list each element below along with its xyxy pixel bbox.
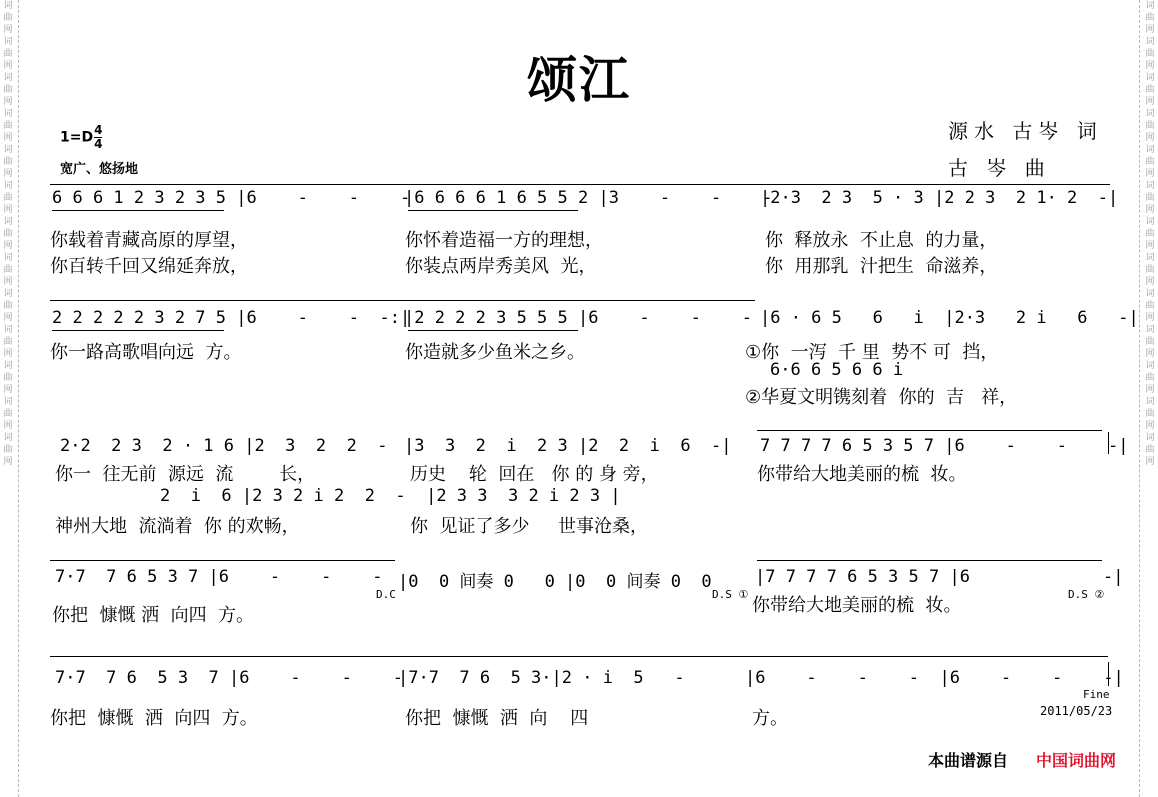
system-2-lyric-c: ①你 一泻 千 里 势不 可 挡， <box>745 342 999 363</box>
side-watermark-right: 词曲网词曲网词曲网词曲网词曲网词曲网词曲网词曲网词曲网词曲网词曲网词曲网词曲网 <box>1145 1 1155 467</box>
system-1-notes-a: 6 6 6 1 2 3 2 3 5 |6 - - - <box>52 188 411 208</box>
system-3-lyric-a: 你一 往无前 源远 流 长， <box>55 464 316 485</box>
barline <box>1108 432 1109 454</box>
final-barline <box>1108 662 1109 686</box>
underline <box>52 210 224 211</box>
system-5-lyric-a: 你把 慷慨 洒 向四 方。 <box>50 708 258 729</box>
tempo-marking: 宽广、悠扬地 <box>60 162 139 177</box>
side-watermark-left: 词曲网词曲网词曲网词曲网词曲网词曲网词曲网词曲网词曲网词曲网词曲网词曲网词曲网 <box>3 1 13 467</box>
system-5-notes-b: |7·7 7 6 5 3·|2 · i 5 - <box>398 668 685 688</box>
system-5-notes-c: |6 - - - |6 - - -| <box>745 668 1124 688</box>
system-4-lyric-c: 你带给大地美丽的梳 妆。 <box>752 595 962 616</box>
composer-credit: 古 岑 曲 <box>948 156 1051 180</box>
system-4-topline-a <box>50 560 395 561</box>
system-1-lyric-2b: 你装点两岸秀美风 光， <box>405 256 597 277</box>
system-2-notes-b: |2 2 2 2 3 5 5 5 |6 - - - <box>404 308 752 328</box>
system-1-notes-c: |2·3 2 3 5 · 3 |2 2 3 2 1· 2 -| <box>760 188 1119 208</box>
time-signature: $\frac{4}{4}$ <box>94 123 103 151</box>
system-2-notes-a: 2 2 2 2 2 3 2 7 5 |6 - - -:| <box>52 308 411 328</box>
system-3-extra-lyric-b: 你 见证了多少 世事沧桑， <box>410 516 649 537</box>
system-1-lyric-1a: 你载着青藏高原的厚望， <box>50 230 248 251</box>
system-2-topline <box>50 300 755 301</box>
system-5-lyric-b: 你把 慷慨 洒 向 四 <box>405 708 589 729</box>
underline <box>408 330 578 331</box>
system-3-notes-c: 7 7 7 7 6 5 3 5 7 |6 - - -| <box>760 436 1129 456</box>
lyricist-credit: 源水 古岑 词 <box>948 119 1103 143</box>
system-3-topline <box>757 430 1102 431</box>
system-3-notes-a: 2·2 2 3 2 · 1 6 |2 3 2 2 - <box>60 436 388 456</box>
system-3-lyric-b: 历史 轮 回在 你 的 身 旁， <box>410 464 659 485</box>
system-1-lyric-2a: 你百转千回又绵延奔放， <box>50 256 248 277</box>
system-4-notes-a: 7·7 7 6 5 3 7 |6 - - - <box>55 567 383 587</box>
key-label: 1=D <box>60 129 94 146</box>
system-2-notes-c: |6 · 6 5 6 i |2·3 2 i 6 -| <box>760 308 1139 328</box>
system-3-lyric-c: 你带给大地美丽的梳 妆。 <box>757 464 967 485</box>
fine-mark: Fine <box>1083 688 1110 701</box>
system-1-lyric-1c: 你 释放永 不止息 的力量， <box>765 230 998 251</box>
right-dashed-border <box>1139 0 1140 797</box>
underline <box>52 330 224 331</box>
footer-source-label: 本曲谱源自 <box>928 751 1009 770</box>
system-5-topline <box>50 656 1108 657</box>
song-title: 颂江 <box>527 51 631 109</box>
footer-source-site[interactable]: 中国词曲网 <box>1036 751 1117 770</box>
underline <box>408 210 578 211</box>
system-1-lyric-1b: 你怀着造福一方的理想， <box>405 230 603 251</box>
system-4-topline-b <box>757 560 1102 561</box>
system-4-lyric-a: 你把 慷慨 洒 向四 方。 <box>52 605 255 626</box>
system-5-lyric-c: 方。 <box>752 708 788 729</box>
left-dashed-border <box>18 0 19 797</box>
system-3-extra-lyric-a: 神州大地 流淌着 你 的欢畅， <box>55 516 300 537</box>
system-1-topline <box>50 184 1110 185</box>
ds1-mark: D.S ① <box>712 588 749 601</box>
system-2-extra-notes: 6·6 6 5 6 6 i <box>770 360 904 380</box>
system-2-extra-lyric: ②华夏文明镌刻着 你的 吉 祥， <box>745 387 1018 408</box>
system-4-notes-c: |7 7 7 7 6 5 3 5 7 |6 -| <box>755 567 1124 587</box>
system-4-notes-b: |0 0 间奏 0 0 |0 0 间奏 0 0 <box>398 572 712 592</box>
system-1-notes-b: |6 6 6 6 1 6 5 5 2 |3 - - - <box>404 188 773 208</box>
system-3-extra-notes: 2 i 6 |2 3 2 i 2 2 - |2 3 3 3 2 i 2 3 | <box>160 486 621 506</box>
key-signature <box>60 124 102 151</box>
dc-mark: D.C <box>376 588 396 601</box>
system-3-notes-b: |3 3 2 i 2 3 |2 2 i 6 -| <box>404 436 732 456</box>
system-5-notes-a: 7·7 7 6 5 3 7 |6 - - - <box>55 668 403 688</box>
system-2-lyric-a: 你一路高歌唱向远 方。 <box>50 342 242 363</box>
system-1-lyric-2c: 你 用那乳 汁把生 命滋养， <box>765 256 998 277</box>
ds2-mark: D.S ② <box>1068 588 1105 601</box>
system-2-lyric-b: 你造就多少鱼米之乡。 <box>405 342 585 363</box>
date-label: 2011/05/23 <box>1040 704 1113 718</box>
